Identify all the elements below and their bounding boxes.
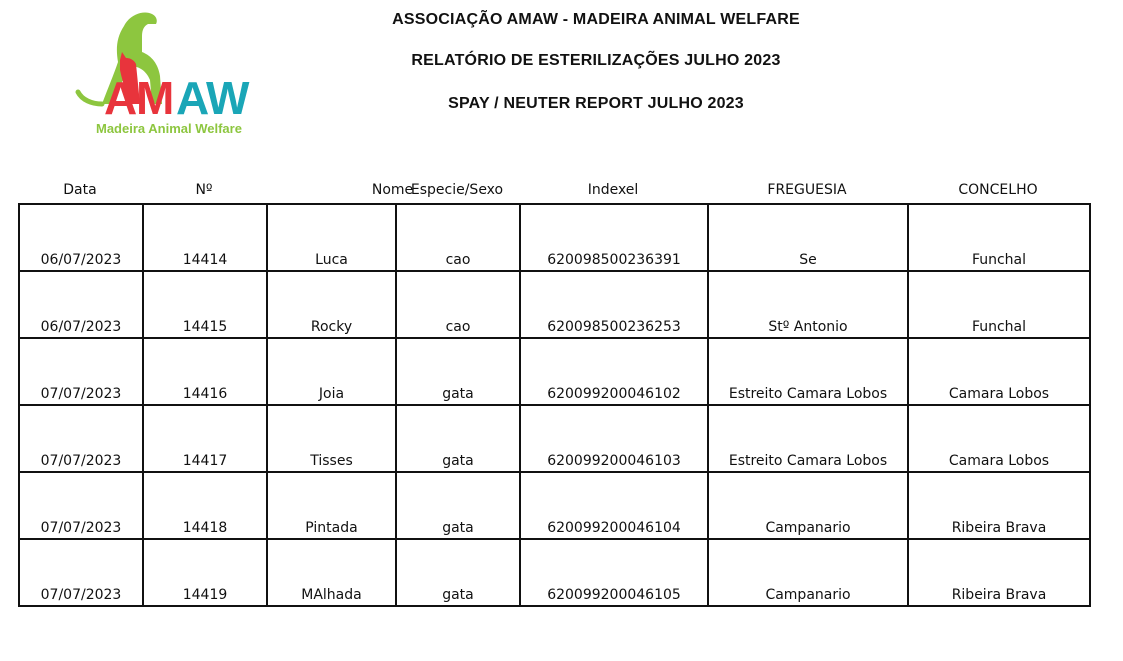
cell-nome: MAlhada <box>267 539 396 606</box>
cell-numero: 14415 <box>143 271 267 338</box>
cell-concelho: Funchal <box>908 204 1090 271</box>
cell-concelho: Camara Lobos <box>908 338 1090 405</box>
report-title-en: SPAY / NEUTER REPORT JULHO 2023 <box>448 95 744 112</box>
cell-indexel: 620099200046104 <box>520 472 708 539</box>
cell-especie: cao <box>396 204 520 271</box>
cell-nome: Rocky <box>267 271 396 338</box>
cell-indexel: 620098500236391 <box>520 204 708 271</box>
cell-nome: Tisses <box>267 405 396 472</box>
cell-freguesia: Se <box>708 204 908 271</box>
table-row <box>19 405 1090 472</box>
logo-letter-a1: A <box>104 72 138 124</box>
cell-numero: 14417 <box>143 405 267 472</box>
cell-especie: gata <box>396 472 520 539</box>
logo-letter-a2: A <box>176 72 210 124</box>
logo-letter-w: W <box>206 72 250 124</box>
cell-indexel: 620099200046105 <box>520 539 708 606</box>
cell-especie: gata <box>396 338 520 405</box>
cell-nome: Luca <box>267 204 396 271</box>
col-header-indexel: Indexel <box>587 182 639 198</box>
logo-subtitle: Madeira Animal Welfare <box>96 121 242 136</box>
col-header-numero: Nº <box>195 182 213 198</box>
col-header-freguesia: FREGUESIA <box>767 182 847 198</box>
cell-indexel: 620099200046103 <box>520 405 708 472</box>
table-column-headers <box>18 182 1089 202</box>
cell-indexel: 620098500236253 <box>520 271 708 338</box>
cell-data: 06/07/2023 <box>19 271 143 338</box>
col-header-especie-sexo: Especie/Sexo <box>410 182 504 198</box>
table-row <box>19 271 1090 338</box>
table-row <box>19 204 1090 271</box>
cell-freguesia: Stº Antonio <box>708 271 908 338</box>
amaw-logo <box>72 8 262 140</box>
cell-freguesia: Campanario <box>708 539 908 606</box>
col-header-concelho: CONCELHO <box>958 182 1038 198</box>
cell-nome: Pintada <box>267 472 396 539</box>
cell-especie: cao <box>396 271 520 338</box>
cell-numero: 14416 <box>143 338 267 405</box>
cell-data: 07/07/2023 <box>19 539 143 606</box>
cell-freguesia: Estreito Camara Lobos <box>708 338 908 405</box>
cell-numero: 14414 <box>143 204 267 271</box>
table-row <box>19 472 1090 539</box>
col-header-nome: Nome <box>371 182 414 198</box>
cell-concelho: Funchal <box>908 271 1090 338</box>
cell-concelho: Ribeira Brava <box>908 539 1090 606</box>
col-header-data: Data <box>63 182 97 198</box>
cell-especie: gata <box>396 539 520 606</box>
cell-numero: 14418 <box>143 472 267 539</box>
table-row <box>19 539 1090 606</box>
cell-data: 07/07/2023 <box>19 405 143 472</box>
logo-letter-m: M <box>136 72 175 124</box>
cell-indexel: 620099200046102 <box>520 338 708 405</box>
cell-data: 07/07/2023 <box>19 338 143 405</box>
cell-freguesia: Campanario <box>708 472 908 539</box>
cell-freguesia: Estreito Camara Lobos <box>708 405 908 472</box>
cell-nome: Joia <box>267 338 396 405</box>
cell-especie: gata <box>396 405 520 472</box>
cell-numero: 14419 <box>143 539 267 606</box>
sterilization-table <box>18 203 1091 607</box>
table-row <box>19 338 1090 405</box>
report-org-title: ASSOCIAÇÃO AMAW - MADEIRA ANIMAL WELFARE <box>392 11 800 28</box>
cell-concelho: Camara Lobos <box>908 405 1090 472</box>
cell-data: 06/07/2023 <box>19 204 143 271</box>
cell-concelho: Ribeira Brava <box>908 472 1090 539</box>
cell-data: 07/07/2023 <box>19 472 143 539</box>
report-title-pt: RELATÓRIO DE ESTERILIZAÇÕES JULHO 2023 <box>411 52 781 69</box>
